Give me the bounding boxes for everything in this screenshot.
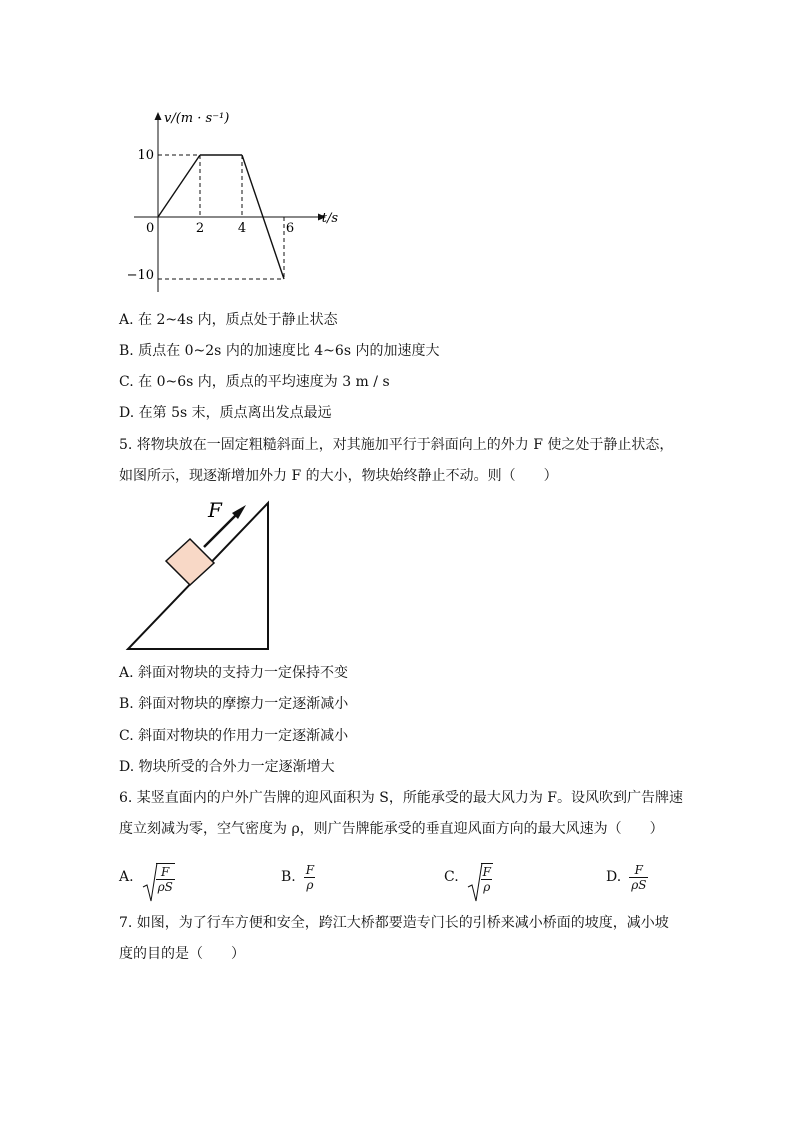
q6-option-b — [281, 855, 316, 899]
force-label: F — [208, 498, 222, 522]
q6-stem-line2: 度立刻减为零，空气密度为 ρ，则广告牌能承受的垂直迎风面方向的最大风速为（ ） — [119, 821, 664, 837]
numerator: F — [634, 862, 643, 877]
q4-option-b: B. 质点在 0~2s 内的加速度比 4~6s 内的加速度大 — [119, 343, 440, 359]
origin-label: 0 — [146, 221, 155, 236]
q5-option-c: C. 斜面对物块的作用力一定逐渐减小 — [119, 728, 349, 744]
x-tick-2: 2 — [195, 221, 205, 236]
q5-option-a: A. 斜面对物块的支持力一定保持不变 — [119, 665, 349, 681]
q4-option-a: A. 在 2~4s 内，质点处于静止状态 — [119, 312, 338, 328]
q6-option-c-label: C. — [444, 869, 459, 885]
q6-option-d — [606, 855, 648, 899]
q5-stem-line1: 5. 将物块放在一固定粗糙斜面上，对其施加平行于斜面向上的外力 F 使之处于静止状态， — [119, 437, 674, 453]
y-tick-10: 10 — [137, 148, 154, 163]
q6-option-d-label: D. — [606, 869, 622, 885]
x-axis-label: t/s — [321, 211, 338, 226]
denominator: ρS — [157, 879, 173, 894]
denominator: ρ — [483, 879, 491, 894]
q5-option-b: B. 斜面对物块的摩擦力一定逐渐减小 — [119, 696, 349, 712]
sqrt-expression — [467, 861, 493, 894]
q7-stem-line1: 7. 如图，为了行车方便和安全，跨江大桥都要造专门长的引桥来减小桥面的坡度，减小坡 — [119, 915, 669, 931]
numerator: F — [482, 864, 491, 879]
q4-option-d: D. 在第 5s 末，质点离出发点最远 — [119, 405, 332, 421]
q6-option-a-label: A. — [119, 869, 134, 885]
numerator: F — [161, 864, 170, 879]
q6-option-c — [444, 855, 493, 899]
q4-option-c: C. 在 0~6s 内，质点的平均速度为 3 m / s — [119, 374, 390, 390]
q6-option-b-label: B. — [281, 869, 296, 885]
denominator: ρS — [631, 877, 647, 892]
numerator: F — [305, 862, 315, 877]
denominator: ρ — [306, 877, 314, 892]
y-axis-label: v/(m · s⁻¹) — [164, 111, 230, 126]
q7-stem-line2: 度的目的是（ ） — [119, 946, 245, 962]
velocity-time-graph — [120, 100, 340, 300]
y-axis-arrowhead — [155, 112, 162, 120]
velocity-segment-1 — [158, 155, 200, 217]
x-tick-4: 4 — [237, 221, 247, 236]
q5-option-d: D. 物块所受的合外力一定逐渐增大 — [119, 759, 335, 775]
sqrt-expression — [142, 861, 175, 894]
q6-stem-line1: 6. 某竖直面内的户外广告牌的迎风面积为 S，所能承受的最大风力为 F。设风吹到广告牌速 — [119, 790, 684, 806]
q5-stem-line2: 如图所示，现逐渐增加外力 F 的大小，物块始终静止不动。则（ ） — [119, 468, 558, 484]
y-tick-neg10: −10 — [126, 268, 154, 283]
x-tick-6: 6 — [285, 221, 295, 236]
q6-option-a — [119, 855, 175, 899]
incline-figure — [120, 495, 280, 655]
